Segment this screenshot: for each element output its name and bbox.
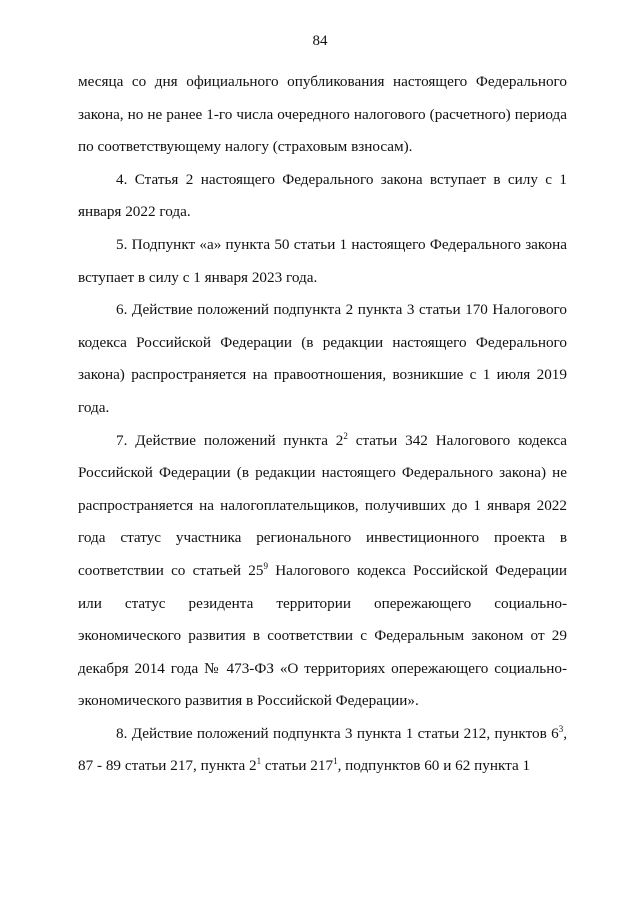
paragraph-6: 6. Действие положений подпункта 2 пункта 3 статьи 170 Налогового кодекса Российской Федерации (в редакции настоящего Федерального закона) распространяется на правоотношения, возникшие с 1 июля 2019 года. bbox=[78, 301, 567, 416]
paragraph-continuation: месяца со дня официального опубликования настоящего Федерального закона, но не ранее 1-го числа очередного налогового (расчетного) периода по соответствующему налогу (страховым взносам). bbox=[78, 73, 567, 156]
paragraph-5: 5. Подпункт «а» пункта 50 статьи 1 настоящего Федерального закона вступает в силу с 1 января 2023 года. bbox=[78, 235, 567, 286]
paragraph-7 bbox=[78, 425, 567, 718]
superscript: 3 bbox=[558, 723, 564, 734]
superscript: 9 bbox=[263, 560, 268, 571]
paragraph-7-text-3: Налогового кодекса Российской Федерации или статус резидента территории опережающего социально-экономического развития в соответствии с Федеральным законом от 29 декабря 2014 года № 473-ФЗ «О территориях опережающего социально-экономического развития в Российской Федерации». bbox=[78, 561, 567, 710]
superscript: 1 bbox=[256, 756, 262, 767]
superscript: 1 bbox=[333, 756, 338, 767]
page-number: 84 bbox=[312, 33, 328, 49]
paragraph-8-text-2: , 87 - 89 статьи 217, пункта 2 bbox=[78, 724, 567, 775]
paragraph-8 bbox=[78, 718, 567, 783]
paragraph-7-text-1: 7. Действие положений пункта 2 bbox=[116, 431, 344, 449]
paragraph-8-text-4: , подпунктов 60 и 62 пункта 1 bbox=[337, 757, 531, 775]
paragraph-4: 4. Статья 2 настоящего Федерального закона вступает в силу с 1 января 2022 года. bbox=[78, 170, 567, 221]
paragraph-8-text-3: статьи 217 bbox=[261, 757, 334, 775]
document-body bbox=[78, 66, 567, 783]
superscript: 2 bbox=[343, 430, 348, 441]
paragraph-8-text-1: 8. Действие положений подпункта 3 пункта 1 статьи 212, пунктов 6 bbox=[116, 724, 559, 742]
paragraph-7-text-2: статьи 342 Налогового кодекса Российской Федерации (в редакции настоящего Федерального закона) не распространяется на налогоплательщиков, получивших до 1 января 2022 года статус участника регионального инвестиционного проекта в соответствии со статьей 25 bbox=[78, 431, 567, 579]
